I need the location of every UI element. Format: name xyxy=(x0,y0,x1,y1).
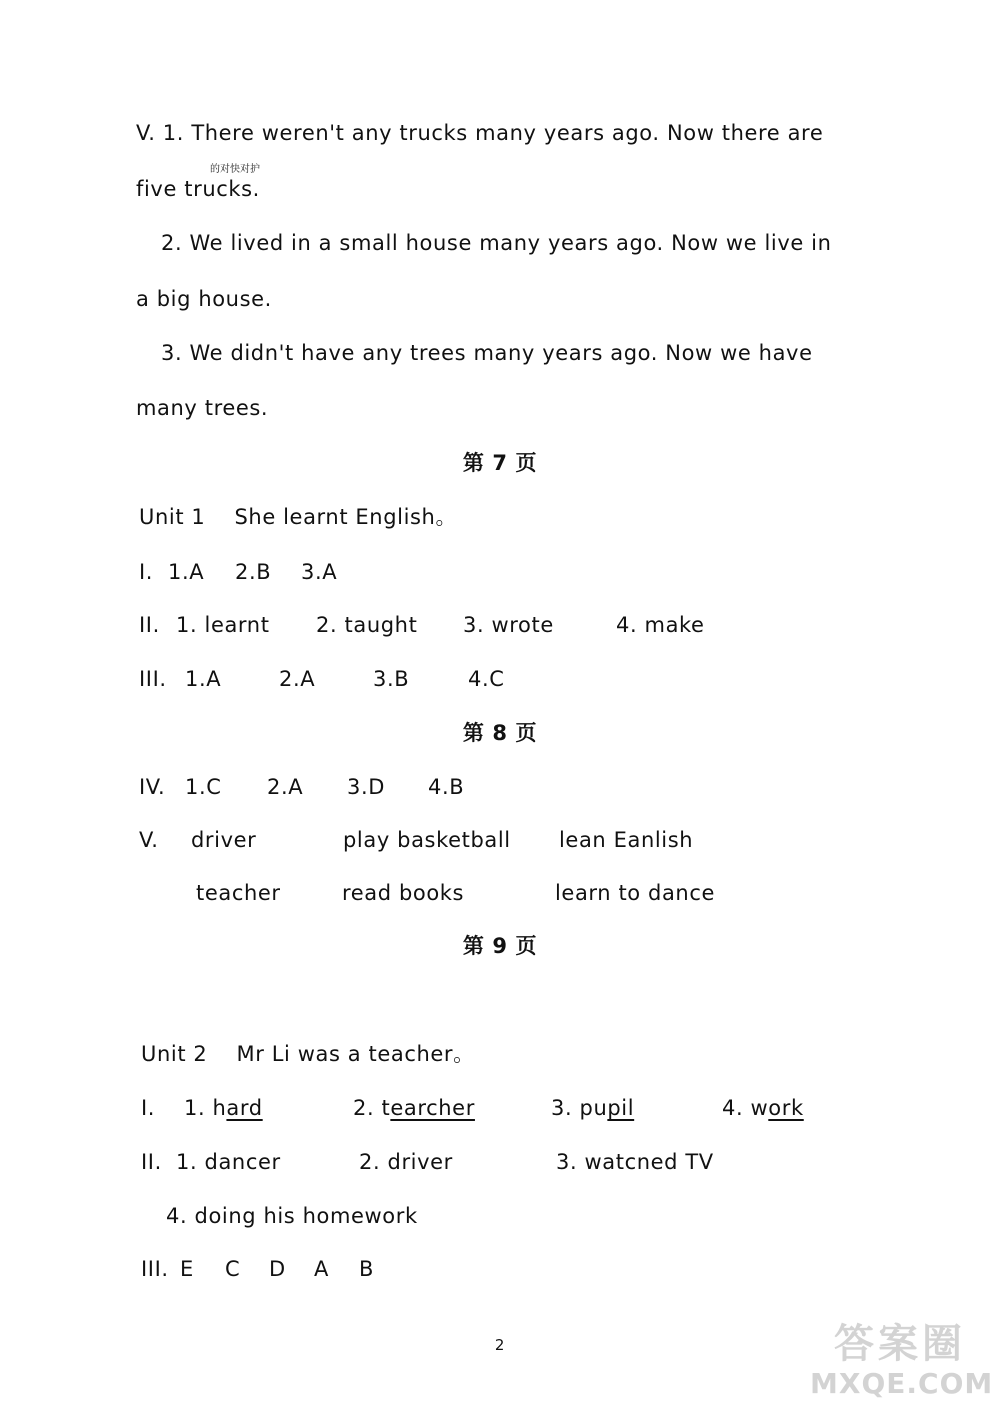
p9-row-iii-answer: C xyxy=(225,1257,241,1281)
answer-v-2-line-2: a big house. xyxy=(136,287,272,311)
watermark-title: 答案圈 xyxy=(834,1321,966,1367)
handwritten-note: 的对快对护 xyxy=(210,164,260,175)
unit-2-title: Unit 2 Mr Li was a teacher。 xyxy=(141,1042,475,1066)
p9-row-iii-answer: B xyxy=(359,1257,375,1281)
p8-row-v-answer: read books xyxy=(342,881,465,905)
p7-row-ii-label: II. xyxy=(139,613,160,637)
page-9-heading: 第 9 页 xyxy=(462,934,538,958)
page-8-heading: 第 8 页 xyxy=(462,721,538,745)
p7-row-ii-answer: 2. taught xyxy=(316,613,418,637)
p7-row-ii-answer: 1. learnt xyxy=(176,613,270,637)
p7-row-iii-answer: 3.B xyxy=(373,667,410,691)
unit-1-title: Unit 1 She learnt English。 xyxy=(139,505,458,529)
page-7-heading: 第 7 页 xyxy=(462,451,538,475)
answer-v-1-line-1: V. 1. There weren't any trucks many years ago. Now there are xyxy=(136,121,824,145)
p9-row-iii-answer: E xyxy=(180,1257,194,1281)
p9-row-i-answer: 4. work xyxy=(722,1096,804,1120)
p9-row-ii-answer: 3. watcned TV xyxy=(556,1150,714,1174)
p8-row-iv-answer: 2.A xyxy=(267,775,304,799)
p9-row-i-label: I. xyxy=(141,1096,156,1120)
answer-v-1-line-2: five trucks. xyxy=(136,177,260,201)
p9-row-ii-answer: 1. dancer xyxy=(176,1150,281,1174)
p8-row-v-answer: lean Eanlish xyxy=(559,828,694,852)
p7-row-ii-answer: 4. make xyxy=(616,613,705,637)
p7-row-iii-answer: 2.A xyxy=(279,667,316,691)
p7-row-iii-answer: 4.C xyxy=(468,667,505,691)
p9-row-i-answer: 2. tearcher xyxy=(353,1096,475,1120)
p9-row-ii-answer: 4. doing his homework xyxy=(166,1204,418,1228)
answer-v-2-line-1: 2. We lived in a small house many years ago. Now we live in xyxy=(161,231,832,255)
p7-row-iii-answer: 1.A xyxy=(185,667,222,691)
p7-row-i-answer: 3.A xyxy=(301,560,338,584)
p9-row-iii-answer: A xyxy=(314,1257,329,1281)
answer-v-3-line-1: 3. We didn't have any trees many years ago. Now we have xyxy=(161,341,813,365)
p8-row-iv-answer: 1.C xyxy=(185,775,222,799)
p7-row-iii-label: III. xyxy=(139,667,167,691)
p8-row-iv-answer: 4.B xyxy=(428,775,465,799)
p9-row-i-answer: 1. hard xyxy=(184,1096,263,1120)
p7-row-i-label: I. xyxy=(139,560,154,584)
p8-row-iv-answer: 3.D xyxy=(347,775,386,799)
watermark-url: MXQE.COM xyxy=(810,1367,994,1400)
p9-row-i-answer: 3. pupil xyxy=(551,1096,635,1120)
p8-row-v-answer: driver xyxy=(191,828,257,852)
p8-row-iv-label: IV. xyxy=(139,775,166,799)
p8-row-v-answer: learn to dance xyxy=(555,881,716,905)
watermark-logo xyxy=(810,1320,994,1404)
p7-row-ii-answer: 3. wrote xyxy=(463,613,554,637)
p9-row-ii-answer: 2. driver xyxy=(359,1150,453,1174)
p8-row-v-answer: teacher xyxy=(196,881,281,905)
p7-row-i-answer: 2.B xyxy=(235,560,272,584)
p8-row-v-label: V. xyxy=(139,828,159,852)
p7-row-i-answer: 1.A xyxy=(168,560,205,584)
page-number: 2 xyxy=(494,1336,506,1354)
answer-v-3-line-2: many trees. xyxy=(136,396,269,420)
p8-row-v-answer: play basketball xyxy=(343,828,511,852)
p9-row-iii-answer: D xyxy=(269,1257,286,1281)
p9-row-iii-label: III. xyxy=(141,1257,169,1281)
p9-row-ii-label: II. xyxy=(141,1150,162,1174)
